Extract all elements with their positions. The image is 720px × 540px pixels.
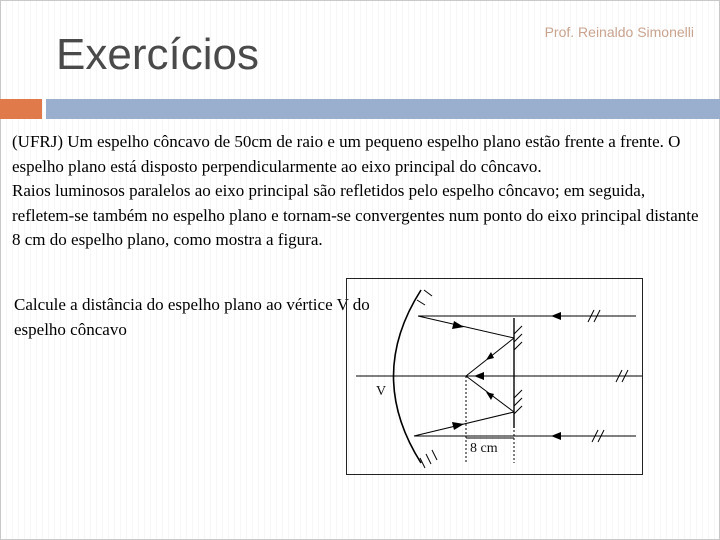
header-bar <box>46 99 720 119</box>
arrowhead-bottom <box>551 432 561 440</box>
arrowhead-top <box>551 312 561 320</box>
distance-label: 8 cm <box>470 441 498 456</box>
mirror-diagram <box>346 278 644 476</box>
arrowhead-reflected-bottom <box>452 422 464 430</box>
arrowhead-converging-top <box>486 352 494 360</box>
arrowhead-converging-bottom <box>486 392 494 400</box>
slide-title: Exercícios <box>56 30 259 79</box>
accent-bar <box>0 99 42 119</box>
vertex-label: V <box>376 384 387 399</box>
arrowhead-reflected-top <box>452 321 464 329</box>
problem-paragraph-2: Raios luminosos paralelos ao eixo principal são refletidos pelo espelho côncavo; em seguida, refletem-se também no espelho plano e tornam-se convergentes num ponto do eixo principal distante 8 cm do espelho plano, como mostra a figura. <box>12 181 699 249</box>
question-text: Calcule a distância do espelho plano ao vértice V do espelho côncavo <box>14 295 370 339</box>
problem-paragraph-1: (UFRJ) Um espelho côncavo de 50cm de raio e um pequeno espelho plano estão frente a frente. O espelho plano está disposto perpendicularmente ao eixo principal do côncavo. <box>12 132 681 176</box>
plane-mirror-hatching <box>514 326 522 414</box>
reflected-ray-top <box>418 316 514 338</box>
problem-statement <box>12 130 702 253</box>
arrowhead-axis <box>474 372 484 380</box>
author-name: Prof. Reinaldo Simonelli <box>544 24 694 40</box>
